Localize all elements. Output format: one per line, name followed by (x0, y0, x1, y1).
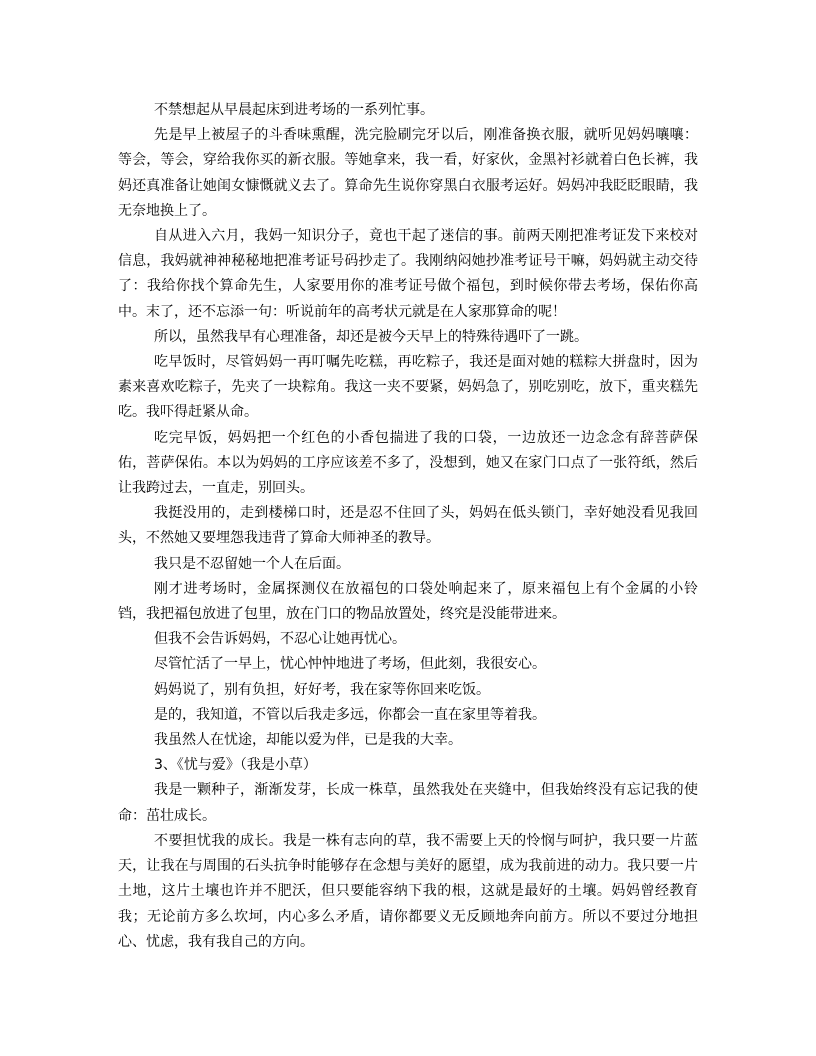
paragraph-10: 但我不会告诉妈妈，不忍心让她再忧心。 (154, 631, 406, 648)
paragraph-8: 我只是不忍留她一个人在后面。 (154, 555, 350, 572)
paragraph-15: 我是一颗种子，渐渐发芽，长成一株草，虽然我处在夹缝中，但我始终没有忘记我的使命：茁壮成长。 (118, 782, 698, 824)
paragraph-1: 不禁想起从早晨起床到进考场的一系列忙事。 (154, 102, 434, 118)
document-page (118, 98, 698, 955)
paragraph-5: 吃早饭时，尽管妈妈一再叮嘱先吃糕，再吃粽子，我还是面对她的糕粽大拼盘时，因为素来喜欢吃粽子，先夹了一块粽角。我这一夹不要紧，妈妈急了，别吃别吃，放下，重夹糕先吃。我吓得赶紧从命。 (118, 354, 698, 421)
paragraph-9: 刚才进考场时，金属探测仪在放福包的口袋处响起来了，原来福包上有个金属的小铃铛，我把福包放进了包里，放在门口的物品放置处，终究是没能带进来。 (118, 580, 698, 623)
paragraph-7: 我挺没用的，走到楼梯口时，还是忍不住回了头，妈妈在低头锁门，幸好她没看见我回头，不然她又要埋怨我违背了算命大师神圣的教导。 (118, 505, 698, 547)
paragraph-13: 是的，我知道，不管以后我走多远，你都会一直在家里等着我。 (154, 706, 546, 723)
paragraph-12: 妈妈说了，别有负担，好好考，我在家等你回来吃饭。 (154, 681, 490, 698)
paragraph-3: 自从进入六月，我妈一知识分子，竟也干起了迷信的事。前两天刚把准考证发下来校对信息，我妈就神神秘秘地把准考证号码抄走了。我刚纳闷她抄准考证号干嘛，妈妈就主动交待了：我给你找个算命先生，人家要用你的准考证号做个福包，到时候你带去考场，保佑你高中。末了，还不忘添一句：听说前年的高考状元就是在人家那算命的呢！ (118, 228, 698, 320)
paragraph-14: 我虽然人在忧途，却能以爱为伴，已是我的大幸。 (154, 732, 462, 749)
paragraph-2: 先是早上被屋子的斗香味熏醒，洗完脸刷完牙以后，刚准备换衣服，就听见妈妈嚷嚷：等会，等会，穿给我你买的新衣服。等她拿来，我一看，好家伙，金黑衬衫就着白色长裤，我妈还真准备让她闺女慷慨就义去了。算命先生说你穿黑白衣服考运好。妈妈冲我眨眨眼睛，我无奈地换上了。 (118, 127, 698, 219)
paragraph-16: 不要担忧我的成长。我是一株有志向的草，我不需要上天的怜悯与呵护，我只要一片蓝天，让我在与周围的石头抗争时能够存在念想与美好的愿望，成为我前进的动力。我只要一片土地，这片土壤也许并不肥沃，但只要能容纳下我的根，这就是最好的土壤。妈妈曾经教育我；无论前方多么坎坷，内心多么矛盾，请你都要义无反顾地奔向前方。所以不要过分地担心、忧虑，我有我自己的方向。 (118, 832, 698, 950)
section-heading: 3、《忧与爱》（我是小草） (154, 757, 317, 774)
paragraph-6: 吃完早饭，妈妈把一个红色的小香包揣进了我的口袋，一边放还一边念念有辞菩萨保佑，菩萨保佑。本以为妈妈的工序应该差不多了，没想到，她又在家门口点了一张符纸，然后让我跨过去，一直走，别回头。 (118, 429, 698, 497)
paragraph-11: 尽管忙活了一早上，忧心忡忡地进了考场，但此刻，我很安心。 (154, 656, 546, 673)
paragraph-4: 所以，虽然我早有心理准备，却还是被今天早上的特殊待遇吓了一跳。 (154, 328, 588, 345)
